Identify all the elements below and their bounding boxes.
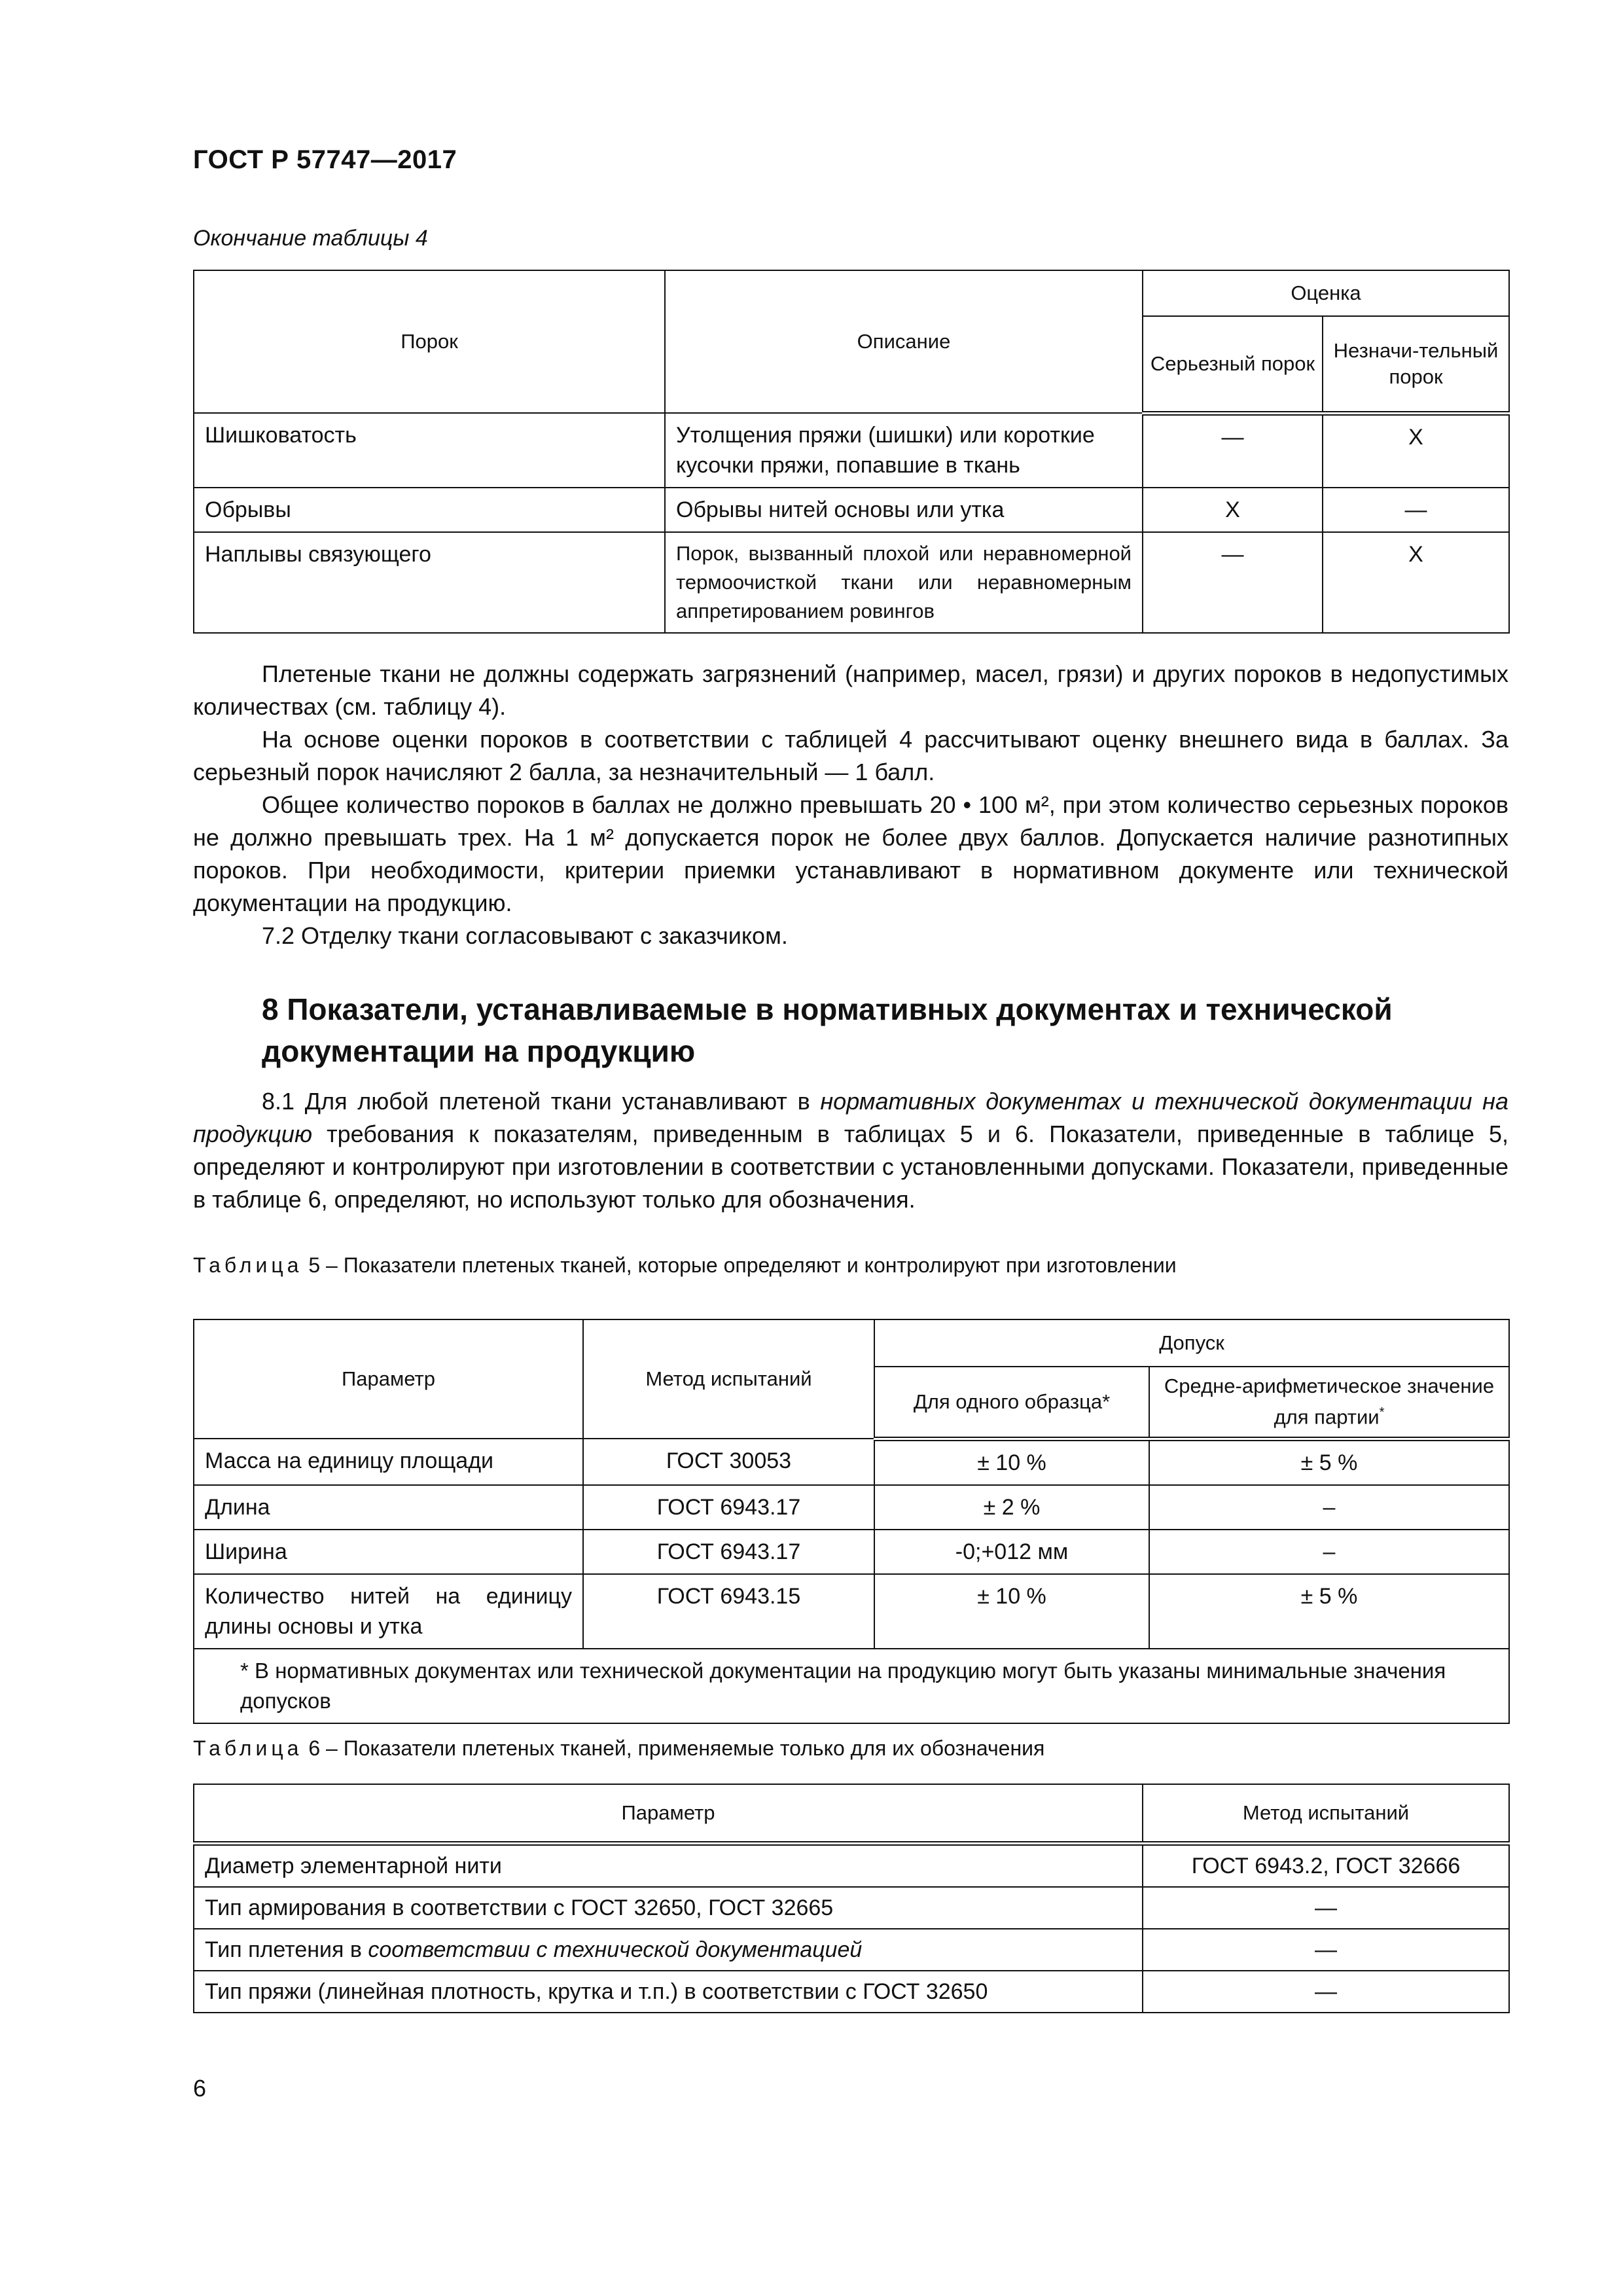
paragraph-start: 8.1 Для любой плетеной ткани устанавливают в	[262, 1088, 821, 1115]
method-cell: —	[1143, 1971, 1509, 2013]
parameter-cell: Диаметр элементарной нити	[194, 1843, 1143, 1887]
caption-text: 5 – Показатели плетеных тканей, которые определяют и контролируют при изготовлении	[302, 1253, 1177, 1277]
table-footnote-row	[194, 1649, 1509, 1723]
defect-cell: Наплывы связующего	[194, 532, 665, 633]
table-footnote: * В нормативных документах или технической документации на продукцию могут быть указаны минимальные значения допусков	[194, 1649, 1509, 1723]
single-tolerance-cell: ± 10 %	[874, 1574, 1149, 1649]
column-header-serious: Серьезный порок	[1143, 316, 1323, 413]
column-header-method: Метод испытаний	[583, 1319, 874, 1439]
table-row	[194, 1439, 1509, 1485]
body-text-section-7	[193, 658, 1508, 952]
method-cell: ГОСТ 6943.17	[583, 1530, 874, 1574]
parameter-cell: Ширина	[194, 1530, 583, 1574]
paragraph: Общее количество пороков в баллах не должно превышать 20 • 100 м², при этом количество серьезных пороков не должно превышать трех. На 1 м² допускается порок не более двух баллов. Допускается наличие разнотипных пороков. При необходимости, критерии приемки устанавливают в нормативном документе или технической документации на продукцию.	[193, 791, 1508, 916]
paragraph-end: требования к показателям, приведенным в таблицах 5 и 6. Показатели, приведенные в таблице 5, определяют и контролируют при изготовлении в соответствии с установленными допусками. Показатели, приведенные в таблице 6, определяют, но используют только для обозначения.	[193, 1121, 1508, 1213]
paragraph-italic: нормативных документах и технической документации на продукцию	[193, 1088, 1508, 1147]
description-cell: Обрывы нитей основы или утка	[665, 488, 1143, 532]
table-row	[194, 1530, 1509, 1574]
average-tolerance-cell: ± 5 %	[1149, 1439, 1509, 1485]
table-row	[194, 1929, 1509, 1971]
table-4	[193, 270, 1510, 634]
table-6-caption	[193, 1736, 1044, 1761]
table-5-caption	[193, 1253, 1177, 1278]
table-row	[194, 1971, 1509, 2013]
parameter-italic: соответствии с технической документацией	[368, 1937, 863, 1962]
column-header-rating: Оценка	[1143, 270, 1509, 316]
defect-cell: Обрывы	[194, 488, 665, 532]
column-header-method: Метод испытаний	[1143, 1784, 1509, 1843]
table-row	[194, 488, 1509, 532]
table-continuation-caption: Окончание таблицы 4	[193, 226, 428, 251]
description-cell: Утолщения пряжи (шишки) или короткие кусочки пряжи, попавшие в ткань	[665, 413, 1143, 488]
parameter-cell: Тип пряжи (линейная плотность, крутка и т.п.) в соответствии с ГОСТ 32650	[194, 1971, 1143, 2013]
parameter-cell: Длина	[194, 1485, 583, 1530]
method-cell: ГОСТ 6943.2, ГОСТ 32666	[1143, 1843, 1509, 1887]
description-cell: Порок, вызванный плохой или неравномерной термоочисткой ткани или неравномерным аппретированием ровингов	[665, 532, 1143, 633]
column-header-minor: Незначи-тельный порок	[1323, 316, 1509, 413]
single-tolerance-cell: -0;+012 мм	[874, 1530, 1149, 1574]
average-tolerance-cell: –	[1149, 1485, 1509, 1530]
single-tolerance-cell: ± 2 %	[874, 1485, 1149, 1530]
section-8-1-text	[193, 1085, 1508, 1216]
method-cell: ГОСТ 6943.17	[583, 1485, 874, 1530]
table-row	[194, 1843, 1509, 1887]
column-header-batch-average	[1149, 1367, 1509, 1439]
single-tolerance-cell: ± 10 %	[874, 1439, 1149, 1485]
parameter-cell: Тип армирования в соответствии с ГОСТ 32650, ГОСТ 32665	[194, 1887, 1143, 1929]
caption-text: 6 – Показатели плетеных тканей, применяемые только для их обозначения	[302, 1736, 1045, 1760]
parameter-cell: Количество нитей на единицу длины основы и утка	[194, 1574, 583, 1649]
minor-mark: —	[1323, 488, 1509, 532]
table-row	[194, 1485, 1509, 1530]
serious-mark: X	[1143, 488, 1323, 532]
serious-mark: —	[1143, 413, 1323, 488]
column-header-description: Описание	[665, 270, 1143, 413]
parameter-text: Тип плетения в	[205, 1937, 368, 1962]
caption-label: Таблица	[193, 1736, 303, 1760]
paragraph: На основе оценки пороков в соответствии с таблицей 4 рассчитывают оценку внешнего вида в баллах. За серьезный порок начисляют 2 балла, за незначительный — 1 балл.	[193, 726, 1508, 785]
table-row	[194, 1574, 1509, 1649]
method-cell: —	[1143, 1887, 1509, 1929]
page-number: 6	[193, 2075, 207, 2102]
minor-mark: X	[1323, 532, 1509, 633]
paragraph: 7.2 Отделку ткани согласовывают с заказчиком.	[262, 922, 788, 949]
table-5	[193, 1319, 1510, 1724]
paragraph	[193, 1085, 1508, 1216]
parameter-cell	[194, 1929, 1143, 1971]
column-header-text: Средне-арифметическое значение для партии	[1164, 1374, 1495, 1429]
paragraph: Плетеные ткани не должны содержать загрязнений (например, масел, грязи) и других пороков в недопустимых количествах (см. таблицу 4).	[193, 660, 1508, 720]
method-cell: —	[1143, 1929, 1509, 1971]
defect-cell: Шишковатость	[194, 413, 665, 488]
table-row	[194, 532, 1509, 633]
parameter-cell: Масса на единицу площади	[194, 1439, 583, 1485]
column-header-tolerance: Допуск	[874, 1319, 1509, 1367]
average-tolerance-cell: –	[1149, 1530, 1509, 1574]
column-header-parameter: Параметр	[194, 1319, 583, 1439]
method-cell: ГОСТ 6943.15	[583, 1574, 874, 1649]
table-6	[193, 1784, 1510, 2013]
column-header-single-sample: Для одного образца*	[874, 1367, 1149, 1439]
minor-mark: X	[1323, 413, 1509, 488]
column-header-defect: Порок	[194, 270, 665, 413]
table-row	[194, 413, 1509, 488]
column-header-parameter: Параметр	[194, 1784, 1143, 1843]
serious-mark: —	[1143, 532, 1323, 633]
table-row	[194, 1887, 1509, 1929]
section-8-heading: 8 Показатели, устанавливаемые в нормативных документах и технической документации на продукцию	[262, 992, 1393, 1068]
method-cell: ГОСТ 30053	[583, 1439, 874, 1485]
document-code: ГОСТ Р 57747—2017	[193, 145, 457, 174]
average-tolerance-cell: ± 5 %	[1149, 1574, 1509, 1649]
caption-label: Таблица	[193, 1253, 303, 1277]
footnote-mark: *	[1379, 1405, 1385, 1420]
